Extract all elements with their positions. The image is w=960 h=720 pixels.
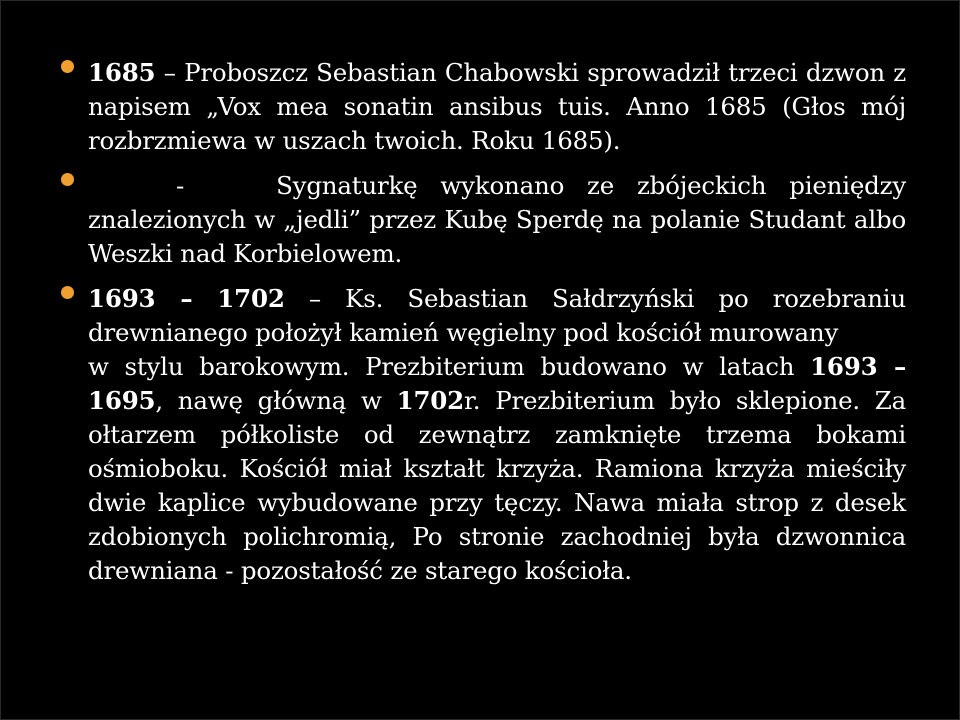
bullet-item-1693-1702 xyxy=(61,282,906,588)
bullet-dash: - xyxy=(176,171,185,200)
bullet-text: r. Prezbiterium było sklepione. Za ołtarzem półkoliste od zewnątrz zamknięte trzema bokami ośmioboku. Kościół miał kształt krzyża. Ramiona krzyża mieściły dwie kaplice wybudowane przy tęczy. Nawa miała strop z desek zdobionych polichromią, Po stronie zachodniej była dzwonnica drewniana - pozostałość ze starego kościoła. xyxy=(88,386,906,585)
bullet-year-nave: 1702 xyxy=(396,386,464,415)
bullet-item-sygnaturka xyxy=(61,169,906,271)
bullet-dot-icon xyxy=(61,173,74,186)
bullet-item-1685 xyxy=(61,56,906,158)
bullet-second-paragraph xyxy=(88,350,906,588)
bullet-text: , nawę główną w xyxy=(155,386,397,415)
bullet-text: – Ks. Sebastian Sałdrzyński po rozebraniu drewnianego położył kamień węgielny pod kościół murowany xyxy=(88,284,906,347)
bullet-dot-icon xyxy=(61,60,74,73)
bullet-year: 1685 xyxy=(88,58,156,87)
bullet-text: w stylu barokowym. Prezbiterium budowano w latach xyxy=(88,352,811,381)
bullet-first-paragraph xyxy=(88,282,906,350)
bullet-year-presbytery: 1693 – 1695 xyxy=(88,352,906,415)
bullet-text: – Proboszcz Sebastian Chabowski sprowadził trzeci dzwon z napisem „Vox mea sonatin ansibus tuis. Anno 1685 (Głos mój rozbrzmiewa w uszach twoich. Roku 1685). xyxy=(88,58,906,155)
bullet-list xyxy=(61,56,906,599)
bullet-year-range: 1693 – 1702 xyxy=(88,284,285,313)
bullet-text: Sygnaturkę wykonano ze zbójeckich pieniędzy znalezionych w „jedli” przez Kubę Sperdę na polanie Studant albo Weszki nad Korbielowem. xyxy=(88,171,906,268)
bullet-dot-icon xyxy=(61,286,74,299)
